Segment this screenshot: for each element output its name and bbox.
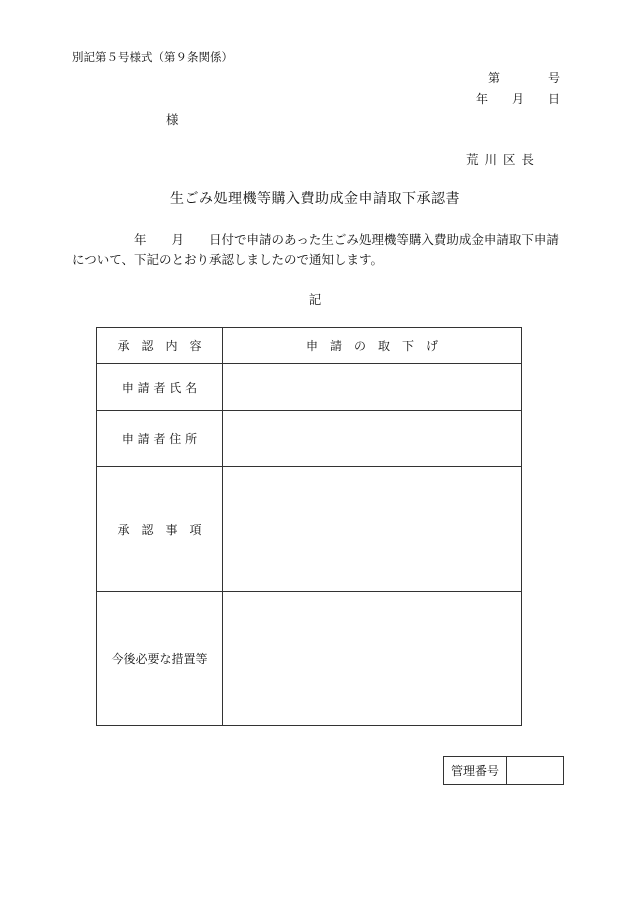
applicant-name-label: 申 請 者 氏 名 xyxy=(97,364,223,411)
management-number-value[interactable] xyxy=(507,757,564,785)
ki-heading: 記 xyxy=(308,292,322,307)
approval-content-label: 承 認 内 容 xyxy=(97,328,223,364)
document-title: 生ごみ処理機等購入費助成金申請取下承認書 xyxy=(170,191,460,207)
table-row xyxy=(97,411,522,467)
required-measures-label: 今後必要な措置等 xyxy=(97,592,223,726)
table-row xyxy=(97,364,522,411)
document-date: 年 月 日 xyxy=(476,92,561,106)
applicant-address-label: 申 請 者 住 所 xyxy=(97,411,223,467)
body-text-content: 年 月 日付で申請のあった生ごみ処理機等購入費助成金申請取下申請について、下記のとおり承認しましたので通知します。 xyxy=(72,232,559,267)
approval-items-label: 承 認 事 項 xyxy=(97,467,223,592)
management-number-box xyxy=(443,756,564,785)
management-number-label: 管理番号 xyxy=(444,757,507,785)
applicant-address-value[interactable] xyxy=(223,411,522,467)
table-row xyxy=(444,757,564,785)
addressee: 様 xyxy=(166,112,179,127)
form-label: 別記第５号様式（第９条関係） xyxy=(72,50,233,64)
body-text xyxy=(72,230,562,270)
approval-items-value[interactable] xyxy=(223,467,522,592)
approval-table xyxy=(96,327,522,726)
required-measures-value[interactable] xyxy=(223,592,522,726)
document-number: 第 号 xyxy=(488,71,561,85)
applicant-name-value[interactable] xyxy=(223,364,522,411)
issuer: 荒 川 区 長 xyxy=(466,152,535,167)
table-row xyxy=(97,467,522,592)
table-row xyxy=(97,592,522,726)
table-row xyxy=(97,328,522,364)
approval-content-value: 申 請 の 取 下 げ xyxy=(223,328,522,364)
